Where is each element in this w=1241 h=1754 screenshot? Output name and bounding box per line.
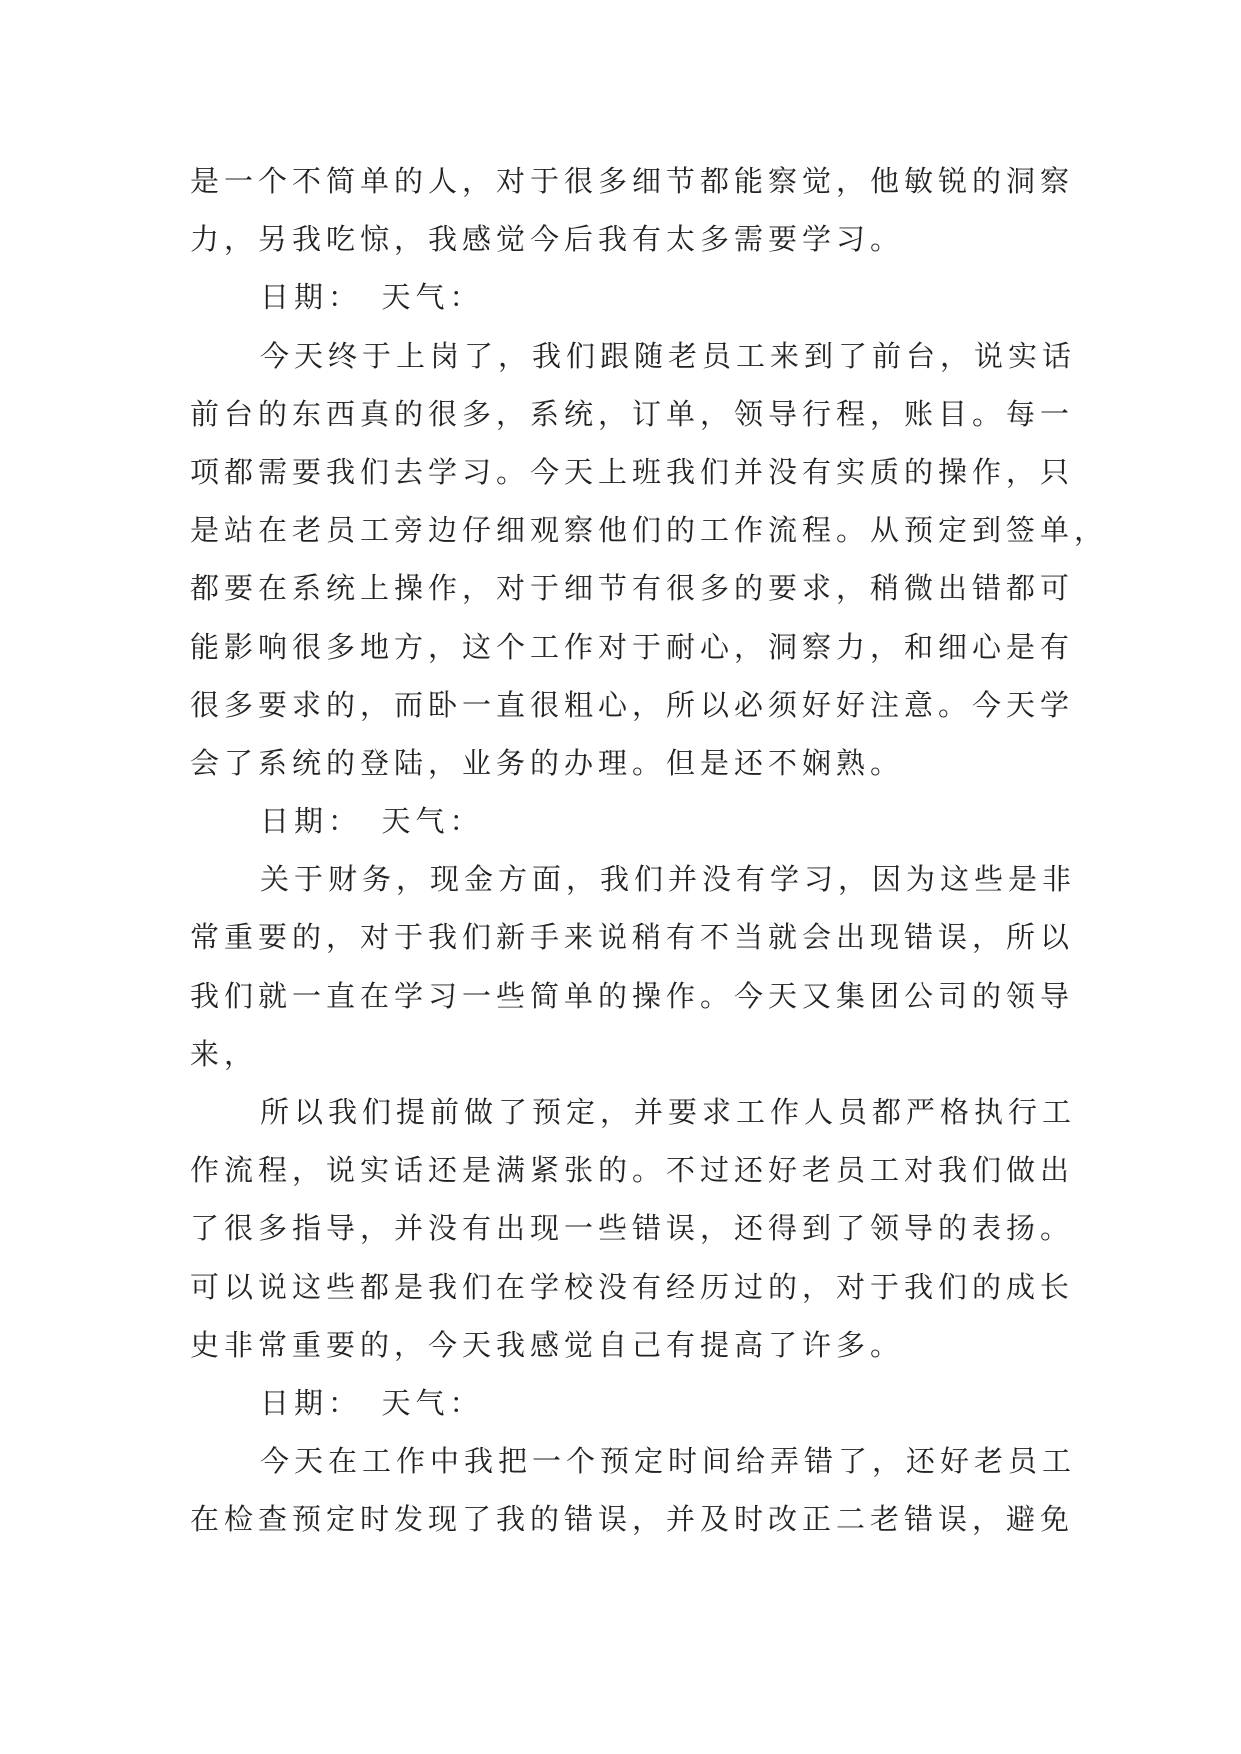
text-line: 力，另我吃惊，我感觉今后我有太多需要学习。 [190, 222, 905, 257]
text-line: 很多要求的，而卧一直很粗心，所以必须好好注意。今天学 [190, 687, 1075, 722]
text-line: 来， [190, 1036, 259, 1071]
document-body [190, 152, 1109, 1549]
text-line: 在检查预定时发现了我的错误，并及时改正二老错误，避免 [190, 1502, 1075, 1537]
text-line: 都要在系统上操作，对于细节有很多的要求，稍微出错都可 [190, 571, 1075, 606]
text-line: 了很多指导，并没有出现一些错误，还得到了领导的表扬。 [190, 1211, 1075, 1246]
text-line: 项都需要我们去学习。今天上班我们并没有实质的操作，只 [190, 454, 1075, 489]
text-line: 今天在工作中我把一个预定时间给弄错了，还好老员工 [260, 1444, 1077, 1479]
text-line: 可以说这些都是我们在学校没有经历过的，对于我们的成长 [190, 1269, 1075, 1304]
text-line: 所以我们提前做了预定，并要求工作人员都严格执行工 [260, 1095, 1077, 1129]
text-line: 今天终于上岗了，我们跟随老员工来到了前台，说实话 [260, 338, 1077, 373]
text-line: 关于财务，现金方面，我们并没有学习，因为这些是非 [260, 862, 1077, 897]
text-line: 前台的东西真的很多，系统，订单，领导行程，账目。每一 [190, 396, 1075, 431]
text-line: 我们就一直在学习一些简单的操作。今天又集团公司的领导 [190, 978, 1075, 1013]
text-line: 日期： 天气： [260, 1385, 484, 1420]
text-line: 能影响很多地方，这个工作对于耐心，洞察力，和细心是有 [190, 629, 1075, 664]
text-line: 是一个不简单的人，对于很多细节都能察觉，他敏锐的洞察 [190, 164, 1075, 198]
text-line: 日期： 天气： [260, 804, 484, 839]
text-line: 史非常重要的，今天我感觉自己有提高了许多。 [190, 1327, 905, 1362]
text-line: 日期： 天气： [260, 280, 484, 315]
text-line: 作流程，说实话还是满紧张的。不过还好老员工对我们做出 [190, 1153, 1075, 1188]
text-line: 是站在老员工旁边仔细观察他们的工作流程。从预定到签单， [190, 513, 1109, 548]
text-line: 会了系统的登陆，业务的办理。但是还不娴熟。 [190, 745, 905, 780]
text-line: 常重要的，对于我们新手来说稍有不当就会出现错误，所以 [190, 920, 1075, 955]
